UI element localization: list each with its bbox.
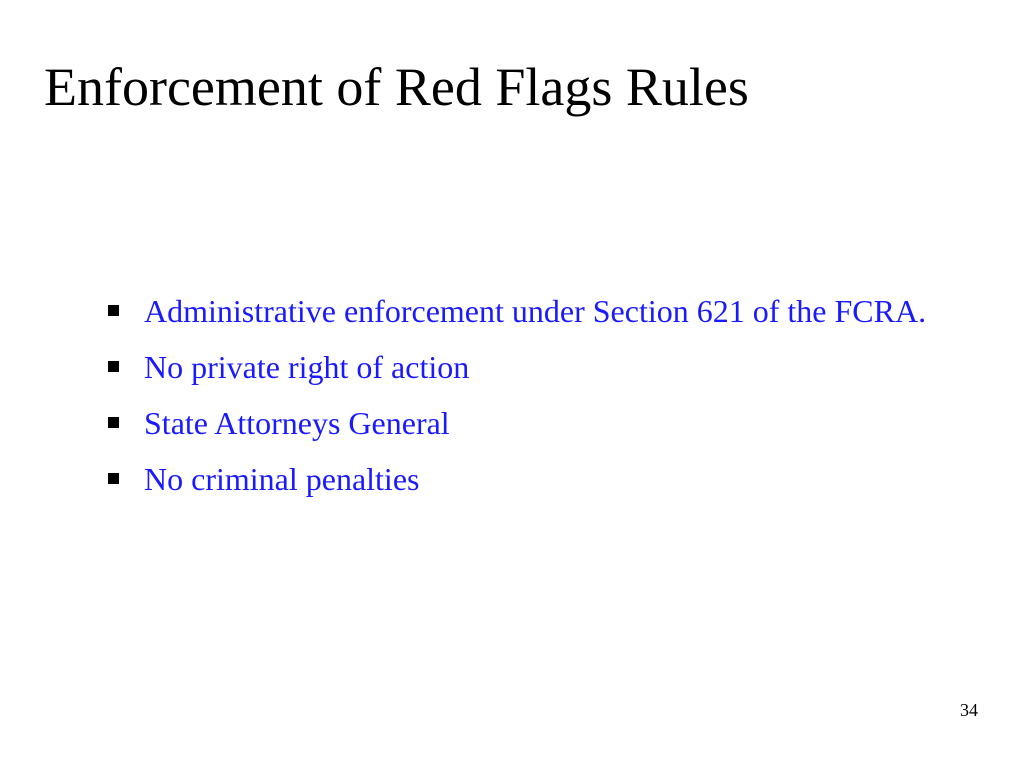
slide-number: 34 — [960, 700, 978, 720]
bullet-text: No criminal penalties — [144, 461, 420, 497]
bullet-text: Administrative enforcement under Section 621 of the FCRA. — [144, 293, 927, 329]
bullet-text: No private right of action — [144, 349, 470, 385]
square-bullet-icon — [108, 305, 119, 316]
bullet-item — [104, 344, 944, 390]
slide-title: Enforcement of Red Flags Rules — [44, 57, 749, 117]
square-bullet-icon — [108, 473, 119, 484]
square-bullet-icon — [108, 417, 119, 428]
bullet-text: State Attorneys General — [144, 405, 450, 441]
bullet-item — [104, 288, 944, 334]
bullet-item — [104, 400, 944, 446]
square-bullet-icon — [108, 361, 119, 372]
bullet-item — [104, 456, 944, 502]
bullet-list — [104, 288, 944, 512]
